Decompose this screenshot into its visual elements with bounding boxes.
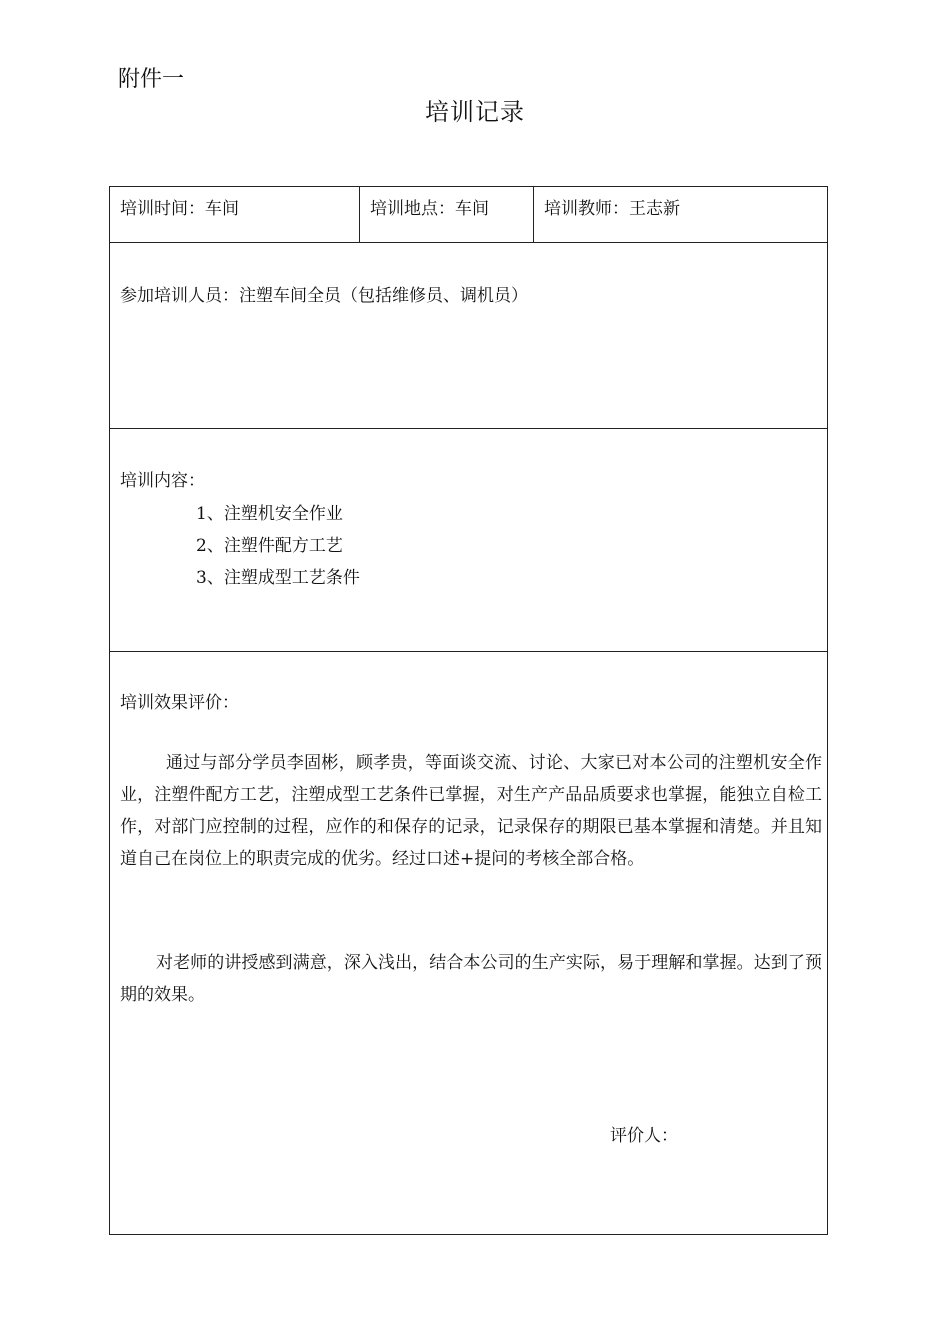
evaluator-label: 评价人： [610,1126,678,1146]
training-record-form [109,186,828,1235]
evaluation-paragraph: 通过与部分学员李固彬，顾孝贵，等面谈交流、讨论、大家已对本公司的注塑机安全作业，注塑件配方工艺，注塑成型工艺条件已掌握，对生产产品品质要求也掌握，能独立自检工作，对部门应控制的过程，应作的和保存的记录，记录保存的期限已基本掌握和清楚。并且知道自己在岗位上的职责完成的优劣。经过口述+提问的考核全部合格。 [120,753,822,869]
evaluation-row [110,651,827,1236]
training-location-cell: 培训地点：车间 [360,187,534,242]
content-item: 3、注塑成型工艺条件 [196,568,360,588]
content-row [110,428,827,651]
evaluation-label: 培训效果评价： [120,693,239,713]
attachment-label: 附件一 [118,67,185,92]
participants-text: 参加培训人员：注塑车间全员（包括维修员、调机员） [120,286,528,306]
satisfaction-paragraph: 对老师的讲授感到满意，深入浅出，结合本公司的生产实际，易于理解和掌握。达到了预期的效果。 [120,953,822,1005]
participants-row [110,242,827,428]
header-row [110,187,827,242]
content-label: 培训内容： [120,471,205,491]
training-teacher-cell: 培训教师：王志新 [544,199,680,219]
page-title: 培训记录 [425,98,525,126]
training-time-cell: 培训时间：车间 [110,187,360,242]
content-item: 1、注塑机安全作业 [196,504,343,524]
content-item: 2、注塑件配方工艺 [196,536,343,556]
